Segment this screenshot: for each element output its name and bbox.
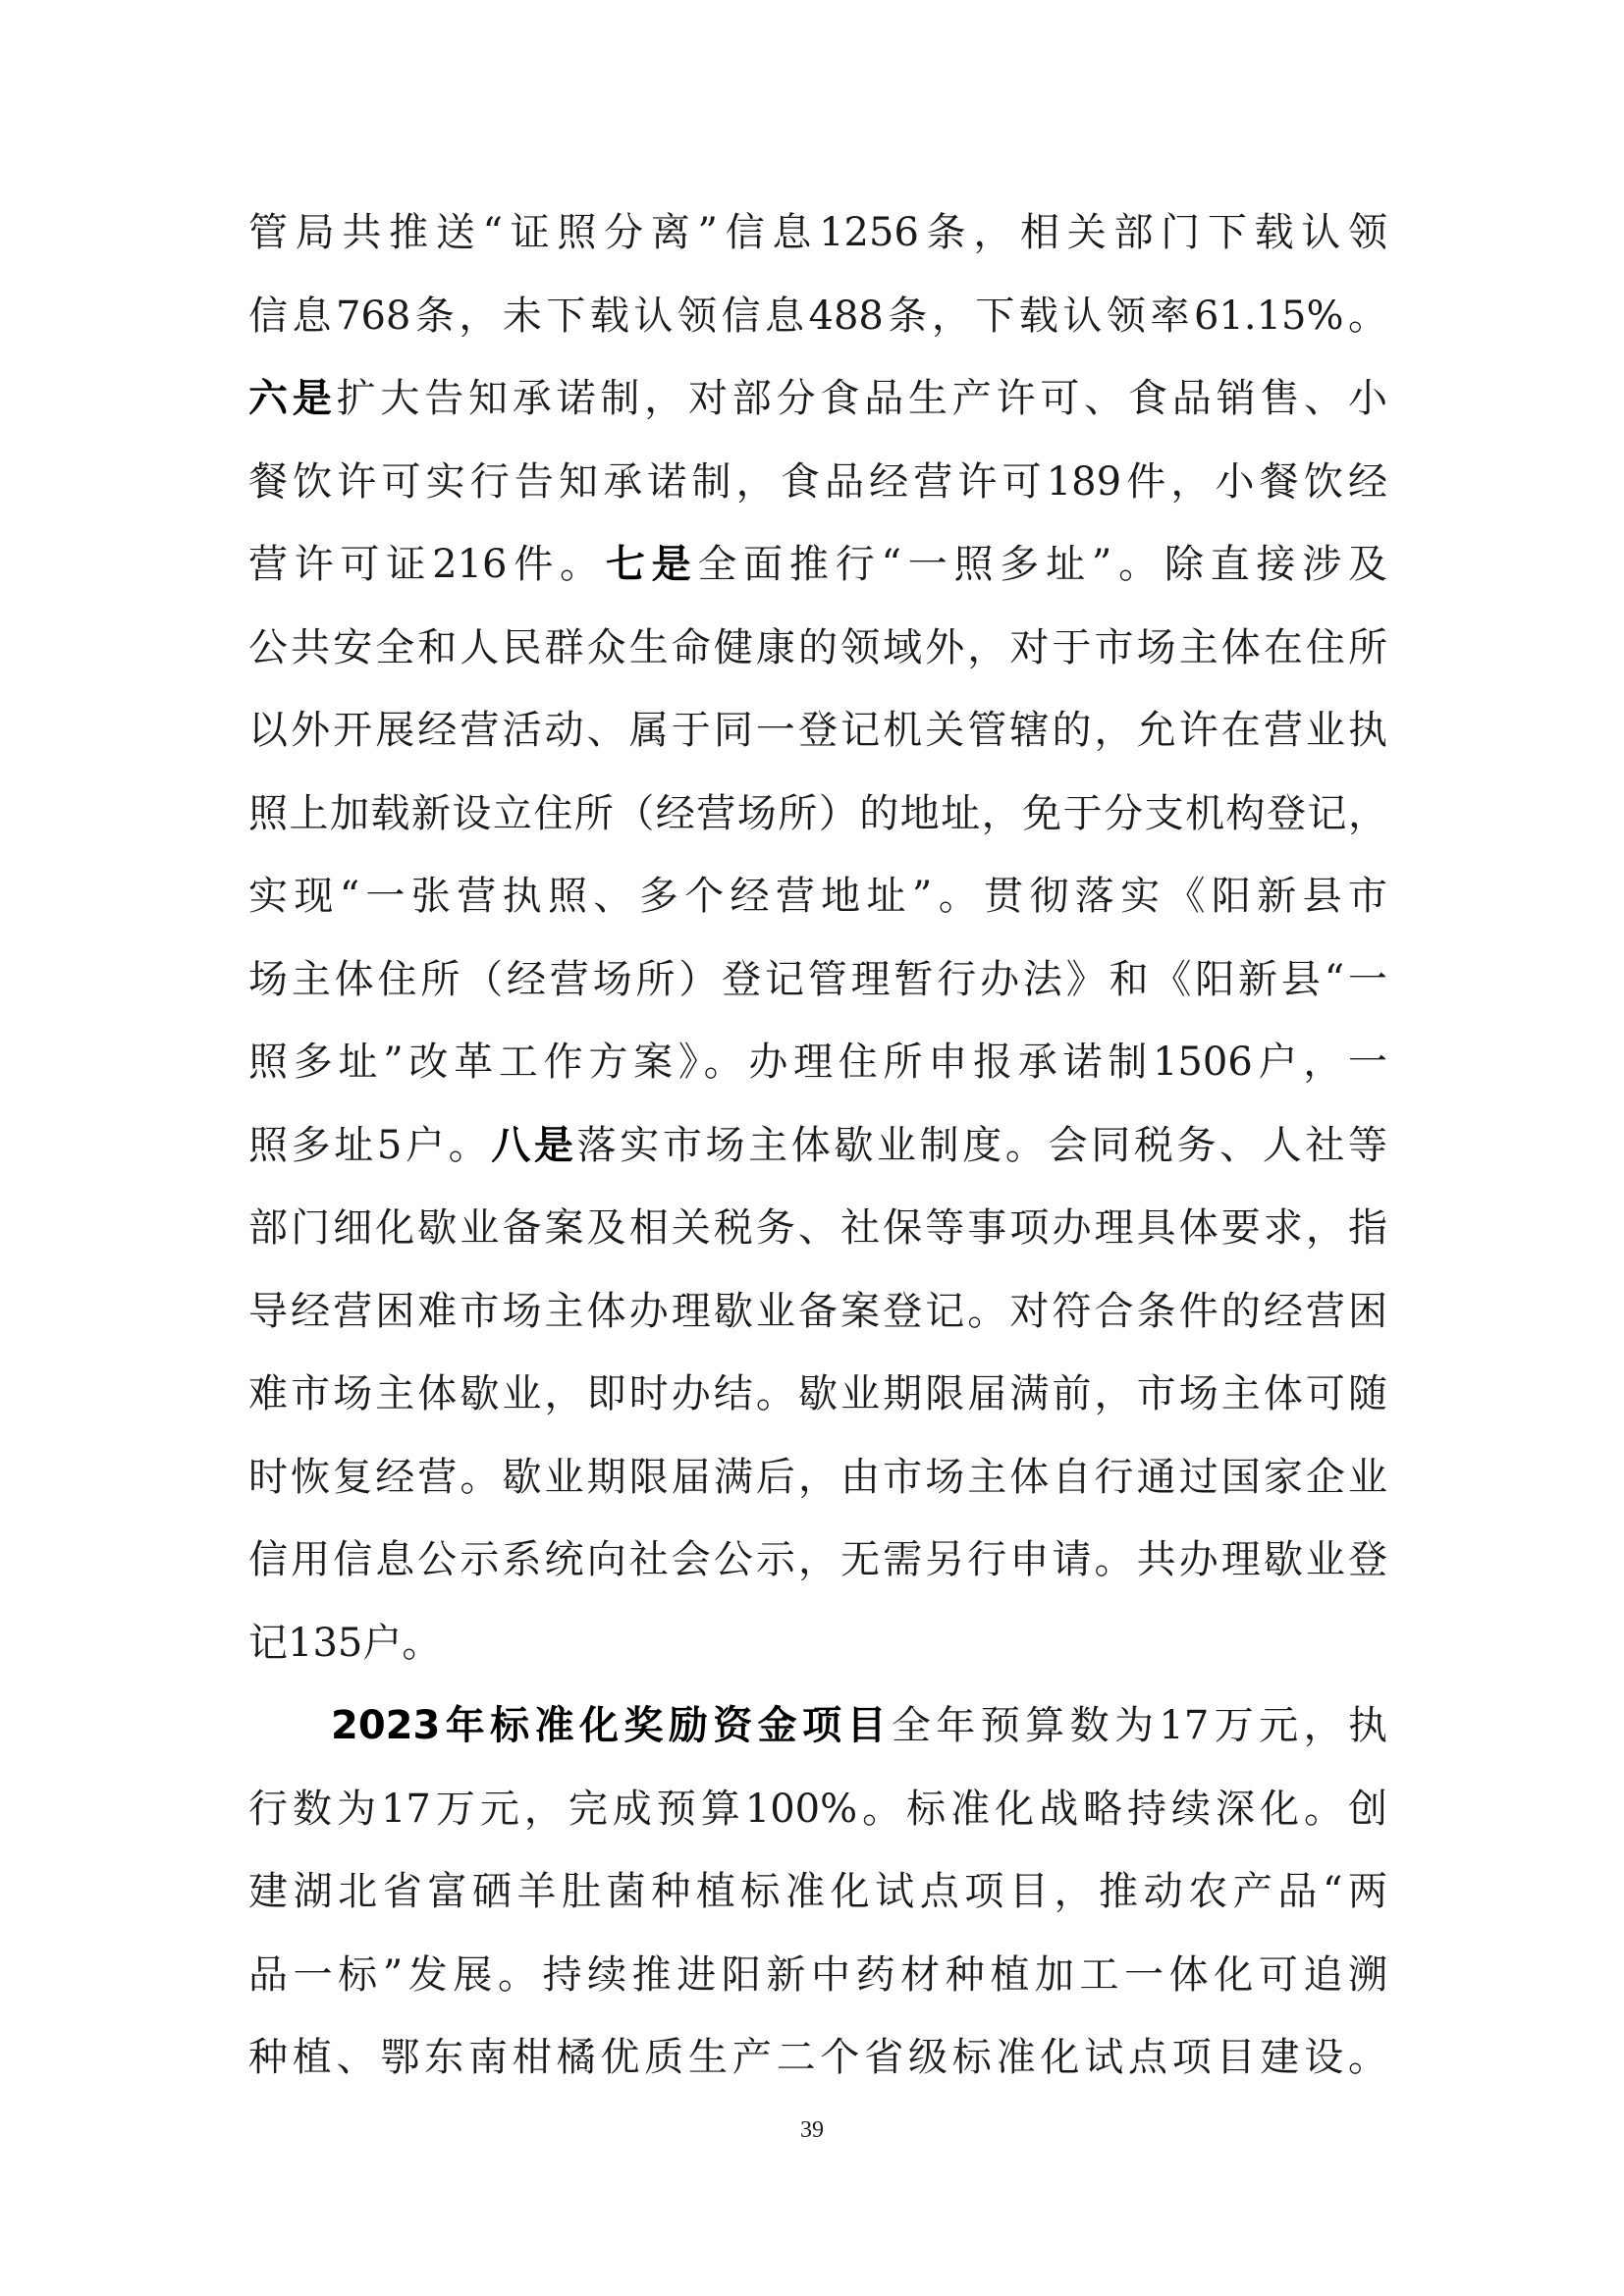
- text-line: [248, 1270, 1387, 1354]
- text-line: [248, 1519, 1387, 1602]
- text-line: [248, 1436, 1387, 1520]
- text-segment: 餐饮许可实行告知承诺制，食品经营许可189件，小餐饮经: [248, 458, 1387, 505]
- text-segment: 品一标”发展。持续推进阳新中药材种植加工一体化可追溯: [248, 1951, 1387, 1998]
- bold-lead-text: 八是: [491, 1122, 577, 1168]
- text-segment: 公共安全和人民群众生命健康的领域外，对于市场主体在住所: [248, 624, 1387, 670]
- text-segment: 照多址5户。: [248, 1122, 492, 1168]
- text-segment: 时恢复经营。歇业期限届满后，由市场主体自行通过国家企业: [248, 1454, 1387, 1500]
- text-line: [248, 938, 1387, 1022]
- text-line: [248, 1850, 1387, 1934]
- text-line: [248, 357, 1387, 441]
- text-segment: 扩大告知承诺制，对部分食品生产许可、食品销售、小: [336, 376, 1387, 421]
- text-line: [248, 855, 1387, 938]
- text-line: [248, 441, 1387, 524]
- text-line: [248, 773, 1387, 856]
- body-text: [248, 191, 1387, 2100]
- text-line: [248, 607, 1387, 690]
- text-segment: 信用信息公示系统向社会公示，无需另行申请。共办理歇业登: [248, 1537, 1387, 1582]
- text-segment: 种植、鄂东南柑橘优质生产二个省级标准化试点项目建设。: [248, 2035, 1387, 2080]
- text-segment: 全年预算数为17万元，执: [891, 1703, 1387, 1748]
- text-line: [248, 1021, 1387, 1104]
- text-segment: 部门细化歇业备案及相关税务、社保等事项办理具体要求，指: [248, 1205, 1387, 1251]
- text-segment: 建湖北省富硒羊肚菌种植标准化试点项目，推动农产品“两: [248, 1869, 1387, 1914]
- text-line: [248, 1187, 1387, 1270]
- text-segment: 信息768条，未下载认领信息488条，下载认领率61.15%。: [248, 293, 1387, 339]
- text-line: [248, 275, 1387, 358]
- text-segment: 全面推行“一照多址”。除直接涉及: [697, 542, 1387, 587]
- text-segment: 难市场主体歇业，即时办结。歇业期限届满前，市场主体可随: [248, 1371, 1387, 1416]
- text-line: [248, 523, 1387, 607]
- text-line: [248, 1104, 1387, 1188]
- text-line: [248, 1768, 1387, 1851]
- text-line: [248, 1602, 1387, 1685]
- text-segment: 实现“一张营执照、多个经营地址”。贯彻落实《阳新县市: [248, 874, 1387, 919]
- text-line: [248, 1353, 1387, 1436]
- text-segment: 导经营困难市场主体办理歇业备案登记。对符合条件的经营困: [248, 1288, 1387, 1334]
- text-line: [248, 191, 1387, 275]
- text-segment: 落实市场主体歇业制度。会同税务、人社等: [576, 1122, 1387, 1168]
- text-segment: 照多址”改革工作方案》。办理住所申报承诺制1506户，一: [248, 1040, 1387, 1085]
- text-line: [248, 689, 1387, 773]
- text-segment: 记135户。: [248, 1620, 442, 1666]
- bold-lead-text: 七是: [605, 542, 698, 587]
- page-number: 39: [800, 2117, 824, 2143]
- text-segment: 管局共推送“证照分离”信息1256条，相关部门下载认领: [248, 210, 1387, 255]
- text-line: [248, 2016, 1387, 2100]
- text-line: [248, 1934, 1387, 2017]
- text-segment: 以外开展经营活动、属于同一登记机关管辖的，允许在营业执: [248, 708, 1387, 753]
- text-segment: 营许可证216件。: [248, 542, 606, 587]
- text-segment: 行数为17万元，完成预算100%。标准化战略持续深化。创: [248, 1786, 1387, 1832]
- text-segment: 场主体住所（经营场所）登记管理暂行办法》和《阳新县“一: [248, 956, 1387, 1002]
- text-line: [248, 1684, 1387, 1768]
- bold-lead-text: 2023年标准化奖励资金项目: [331, 1703, 892, 1748]
- text-segment: 照上加载新设立住所（经营场所）的地址，免于分支机构登记，: [248, 790, 1387, 836]
- bold-lead-text: 六是: [248, 376, 337, 421]
